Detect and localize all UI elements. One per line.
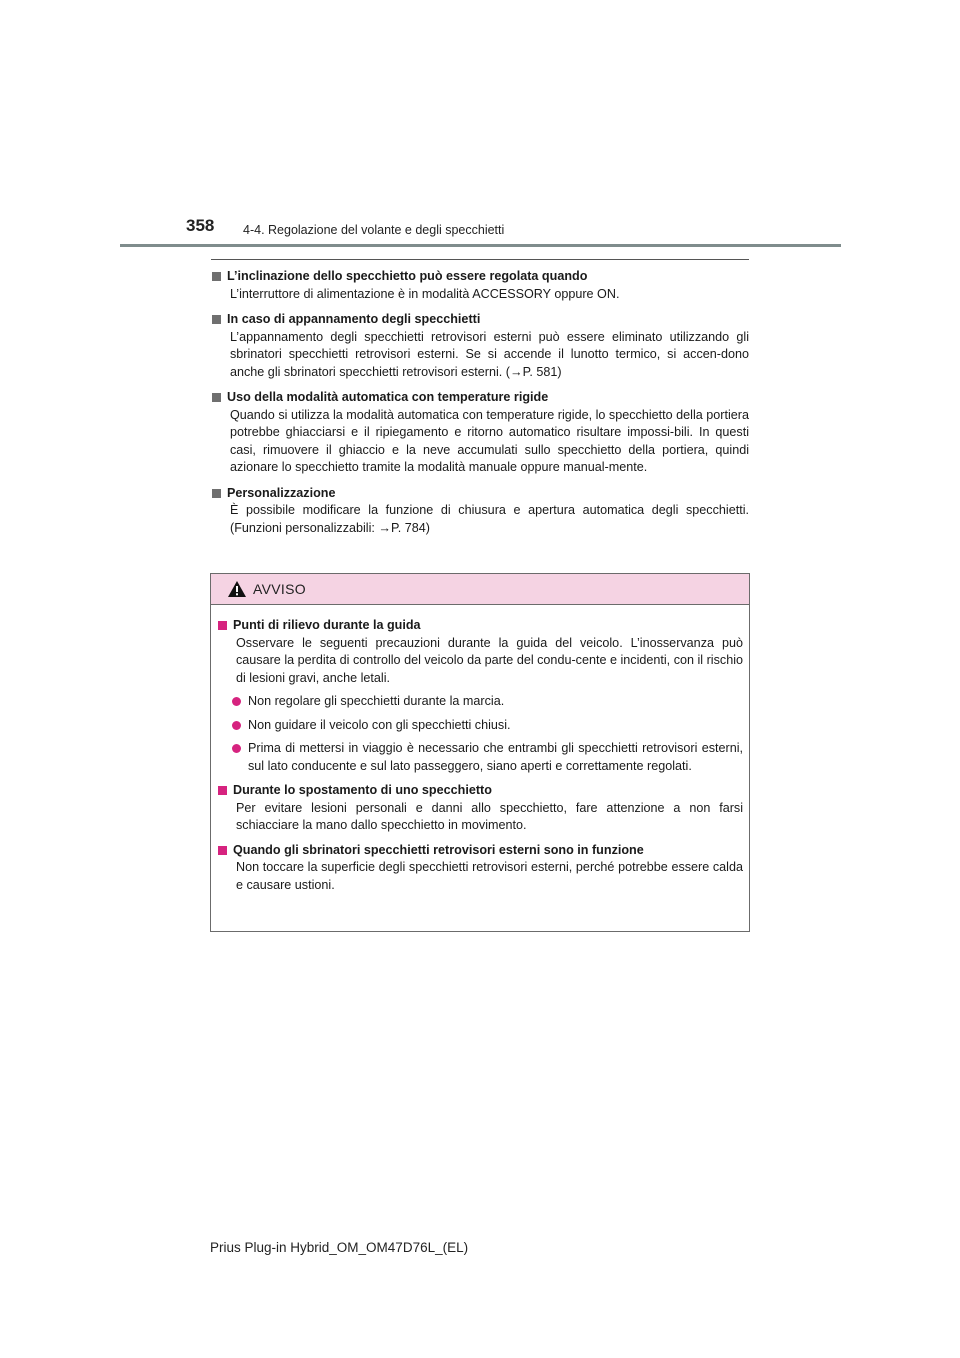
item-body: L’appannamento degli specchietti retrovisori esterni può essere eliminato utilizzando gli sbrinatori specchietti retrovisori esterni. Se si accende il lunotto termico, si accen-dono anche gli sbrinatori specchietti retrovisori esterni. (→P. 581) — [230, 329, 749, 379]
item-heading: Uso della modalità automatica con temperature rigide — [211, 389, 749, 407]
circle-bullet-icon — [232, 697, 241, 706]
square-bullet-icon — [212, 272, 221, 281]
warning-bullet: Non regolare gli specchietti durante la marcia. — [217, 693, 743, 711]
warning-header — [211, 574, 749, 605]
main-content — [211, 268, 749, 545]
item-heading: In caso di appannamento degli specchietti — [211, 311, 749, 329]
item-body: Quando si utilizza la modalità automatica con temperature rigide, lo specchietto della portiera potrebbe ghiacciarsi e il ripiegamento e ritorno automatico risultare impossi-bili. In questi casi, rimuovere il ghiaccio e la neve accumulati sullo specchietto della portiera, quindi azionare lo specchietto tramite la modalità manuale oppure manual-mente. — [230, 407, 749, 474]
warning-content — [211, 605, 749, 894]
footer-model-code: Prius Plug-in Hybrid_OM_OM47D76L_(EL) — [210, 1240, 469, 1255]
warning-section-heading: Quando gli sbrinatori specchietti retrovisori esterni sono in funzione — [217, 842, 743, 860]
section-title: 4-4. Regolazione del volante e degli specchietti — [243, 223, 505, 237]
warning-section — [217, 617, 743, 775]
warning-triangle-icon — [227, 580, 247, 598]
page-number: 358 — [186, 216, 215, 235]
info-item — [211, 268, 749, 303]
header-divider — [120, 244, 841, 247]
warning-title: AVVISO — [253, 581, 306, 597]
info-item — [211, 485, 749, 538]
square-bullet-icon — [212, 315, 221, 324]
warning-section-body: Non toccare la superficie degli specchietti retrovisori esterni, perché potrebbe essere calda e causare ustioni. — [236, 860, 743, 892]
info-item — [211, 389, 749, 477]
circle-bullet-icon — [232, 721, 241, 730]
warning-section-heading: Durante lo spostamento di uno specchietto — [217, 782, 743, 800]
warning-box — [210, 573, 750, 932]
square-bullet-icon — [218, 846, 227, 855]
item-heading: L’inclinazione dello specchietto può essere regolata quando — [211, 268, 749, 286]
warning-section — [217, 842, 743, 895]
warning-section-heading: Punti di rilievo durante la guida — [217, 617, 743, 635]
warning-section-body: Per evitare lesioni personali e danni allo specchietto, fare attenzione a non farsi schiacciare la mano dallo specchietto in movimento. — [236, 800, 743, 832]
warning-section — [217, 782, 743, 835]
square-bullet-icon — [218, 786, 227, 795]
info-item — [211, 311, 749, 381]
warning-section-body: Osservare le seguenti precauzioni durante la guida del veicolo. L’inosservanza può causare la perdita di controllo del veicolo da parte del condu-cente e incidenti, con il rischio di lesioni gravi, anche letali. — [236, 635, 743, 685]
warning-bullet: Non guidare il veicolo con gli specchietti chiusi. — [217, 717, 743, 735]
square-bullet-icon — [212, 393, 221, 402]
circle-bullet-icon — [232, 744, 241, 753]
item-body: L’interruttore di alimentazione è in modalità ACCESSORY oppure ON. — [230, 286, 620, 301]
content-divider — [211, 259, 749, 260]
square-bullet-icon — [218, 621, 227, 630]
warning-bullet: Prima di mettersi in viaggio è necessario che entrambi gli specchietti retrovisori esterni, sul lato conducente e sul lato passeggero, siano aperti e correttamente regolati. — [217, 740, 743, 775]
item-heading: Personalizzazione — [211, 485, 749, 503]
item-body: È possibile modificare la funzione di chiusura e apertura automatica degli specchietti. (Funzioni personalizzabili: →P. 784) — [230, 503, 749, 535]
square-bullet-icon — [212, 489, 221, 498]
